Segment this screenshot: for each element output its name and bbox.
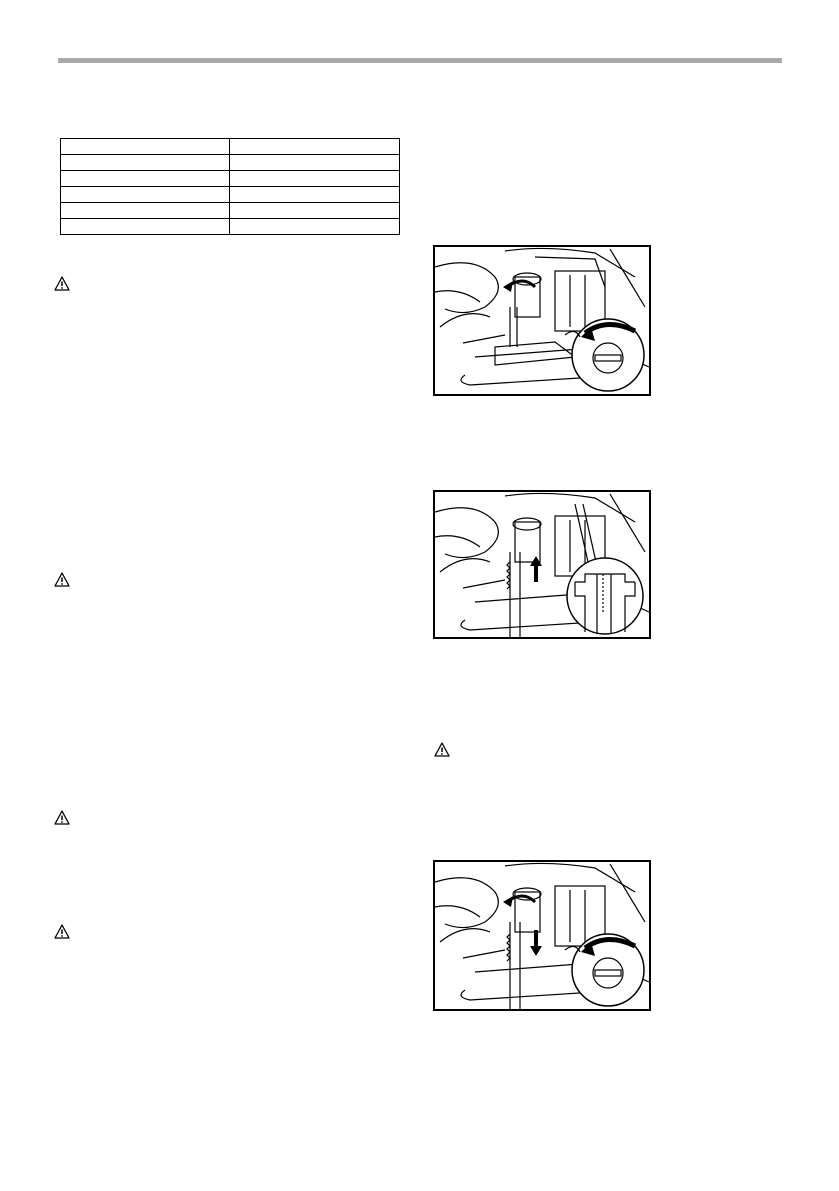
jigsaw-illustration xyxy=(435,862,649,1009)
table-cell xyxy=(61,171,230,187)
figure-blade-insert xyxy=(433,490,651,639)
table-cell xyxy=(230,171,400,187)
header-rule xyxy=(58,58,782,63)
table-cell xyxy=(61,219,230,235)
jigsaw-illustration xyxy=(435,492,649,637)
table-cell xyxy=(61,155,230,171)
table-cell xyxy=(230,139,400,155)
table-cell xyxy=(230,187,400,203)
table-row xyxy=(61,187,400,203)
warning-triangle-icon xyxy=(54,810,70,825)
warning-triangle-icon xyxy=(54,276,70,291)
table-row xyxy=(61,139,400,155)
table-cell xyxy=(230,155,400,171)
table-row xyxy=(61,203,400,219)
table-cell xyxy=(61,187,230,203)
warning-triangle-icon xyxy=(54,924,70,939)
spec-table xyxy=(60,138,400,235)
table-cell xyxy=(61,139,230,155)
table-cell xyxy=(230,219,400,235)
figure-blade-clamp-loosen xyxy=(433,245,651,396)
table-row xyxy=(61,219,400,235)
jigsaw-illustration xyxy=(435,247,649,394)
figure-blade-clamp-tighten xyxy=(433,860,651,1011)
warning-triangle-icon xyxy=(54,572,70,587)
table-row xyxy=(61,155,400,171)
warning-triangle-icon xyxy=(434,742,450,757)
table-cell xyxy=(61,203,230,219)
table-cell xyxy=(230,203,400,219)
table-row xyxy=(61,171,400,187)
